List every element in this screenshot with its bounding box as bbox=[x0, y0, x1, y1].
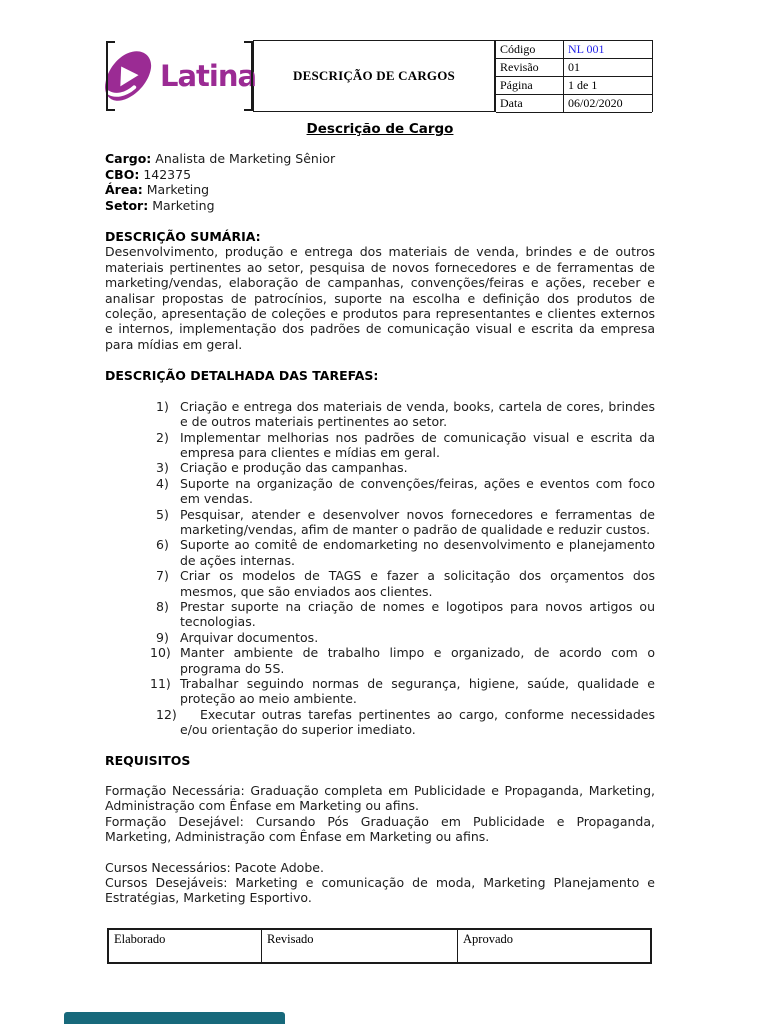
logo-bracket-left-icon bbox=[106, 41, 115, 111]
info-setor bbox=[105, 198, 655, 213]
page-title: Descrição de Cargo bbox=[306, 121, 454, 137]
meta-row-codigo bbox=[496, 41, 652, 59]
formacao-desejavel: Formação Desejável: Cursando Pós Graduação em Publicidade e Propaganda, Marketing, Administração com Ênfase em Marketing ou afins. bbox=[105, 813, 655, 845]
header-table bbox=[106, 40, 653, 112]
meta-value-revisao: 01 bbox=[568, 60, 580, 74]
task-number: 4) bbox=[156, 475, 169, 491]
meta-label-pagina: Página bbox=[496, 77, 564, 94]
task-item-7 bbox=[150, 568, 655, 599]
task-text: Criação e produção das campanhas. bbox=[180, 460, 408, 476]
document-body bbox=[105, 122, 655, 906]
formacao-necessaria: Formação Necessária: Graduação completa em Publicidade e Propaganda, Marketing, Administração com Ênfase em Marketing ou afins. bbox=[105, 783, 655, 814]
summary-paragraph: Desenvolvimento, produção e entrega dos materiais de venda, brindes e de outros materiais pertinentes ao setor, pesquisa de novos fornecedores e de ferramentas de marketing/vendas, elaboração de campanhas, convenções/feiras e ações, receber e analisar propostas de patrocínios, suporte na escolha e definição dos produtos de coleção, apresentação de coleções e produtos para representantes e clientes externos e internos, implementação dos padrões de comunicação visual e escrita da empresa para mídias em geral. bbox=[105, 244, 655, 352]
meta-row-revisao bbox=[496, 59, 652, 77]
summary-heading: DESCRIÇÃO SUMÁRIA: bbox=[105, 229, 261, 245]
task-item-9 bbox=[150, 630, 655, 645]
logo-wordmark: Latina bbox=[159, 59, 257, 93]
latina-logo bbox=[103, 49, 256, 103]
task-text: Suporte na organização de convenções/feiras, ações e eventos com foco em vendas. bbox=[180, 475, 655, 507]
task-text: Suporte ao comitê de endomarketing no desenvolvimento e planejamento de ações internas. bbox=[180, 537, 655, 568]
meta-label-data: Data bbox=[496, 95, 564, 112]
document-header-title-cell bbox=[253, 40, 495, 112]
task-number: 1) bbox=[156, 398, 169, 414]
meta-row-data bbox=[496, 95, 652, 113]
signature-cell-revisado: Revisado bbox=[262, 930, 458, 962]
logo-cell bbox=[106, 40, 257, 112]
meta-value-data: 06/02/2020 bbox=[568, 96, 623, 110]
task-text: Arquivar documentos. bbox=[180, 629, 319, 645]
task-text: Pesquisar, atender e desenvolver novos fornecedores e ferramentas de marketing/vendas, afim de manter o padrão de qualidade e reduzir custos. bbox=[180, 506, 655, 537]
task-number: 11) bbox=[150, 676, 171, 691]
task-text: Executar outras tarefas pertinentes ao cargo, conforme necessidades e/ou orientação do superior imediato. bbox=[180, 706, 655, 738]
info-cargo bbox=[105, 151, 655, 166]
task-text: Criar os modelos de TAGS e fazer a solicitação dos orçamentos dos mesmos, que são enviados aos clientes. bbox=[180, 568, 655, 599]
task-item-3 bbox=[150, 460, 655, 475]
task-text: Manter ambiente de trabalho limpo e organizado, de acordo com o programa do 5S. bbox=[180, 645, 655, 676]
info-area bbox=[105, 182, 655, 197]
signature-table bbox=[107, 928, 652, 964]
info-cbo-value: 142375 bbox=[143, 166, 192, 182]
meta-value-codigo: NL 001 bbox=[568, 42, 605, 56]
info-cbo bbox=[105, 167, 655, 182]
document-header-title: DESCRIÇÃO DE CARGOS bbox=[293, 68, 455, 83]
info-cargo-label: Cargo: bbox=[105, 151, 152, 167]
task-number: 2) bbox=[156, 429, 169, 445]
meta-label-codigo: Código bbox=[496, 41, 564, 58]
task-item-12 bbox=[150, 707, 655, 738]
task-number: 3) bbox=[156, 460, 169, 476]
info-cargo-value: Analista de Marketing Sênior bbox=[155, 151, 336, 167]
info-cbo-label: CBO: bbox=[105, 166, 140, 182]
task-item-6 bbox=[150, 537, 655, 568]
task-number: 12) bbox=[156, 706, 177, 722]
info-area-label: Área: bbox=[105, 182, 143, 198]
task-number: 6) bbox=[156, 537, 169, 553]
meta-table bbox=[495, 40, 653, 112]
task-item-11 bbox=[150, 676, 655, 707]
job-info-block bbox=[105, 151, 655, 213]
task-item-5 bbox=[150, 507, 655, 538]
signature-cell-aprovado: Aprovado bbox=[463, 932, 513, 946]
task-number: 7) bbox=[156, 568, 169, 584]
task-item-10 bbox=[150, 645, 655, 676]
cursos-necessarios: Cursos Necessários: Pacote Adobe. bbox=[105, 859, 324, 875]
courses-block bbox=[105, 860, 655, 906]
info-setor-value: Marketing bbox=[152, 197, 215, 213]
task-number: 9) bbox=[156, 629, 169, 645]
task-item-4 bbox=[150, 476, 655, 507]
task-number: 10) bbox=[150, 645, 171, 661]
meta-label-revisao: Revisão bbox=[496, 59, 564, 76]
task-text: Implementar melhorias nos padrões de comunicação visual e escrita da empresa para clientes e mídias em geral. bbox=[180, 429, 655, 460]
bottom-bar bbox=[64, 1012, 285, 1024]
task-item-1 bbox=[150, 399, 655, 430]
task-number: 8) bbox=[156, 598, 169, 614]
requirements-block bbox=[105, 783, 655, 845]
tasks-heading: DESCRIÇÃO DETALHADA DAS TAREFAS: bbox=[105, 368, 379, 384]
info-area-value: Marketing bbox=[146, 182, 210, 198]
task-text: Prestar suporte na criação de nomes e logotipos para novos artigos ou tecnologias. bbox=[180, 598, 655, 630]
task-text: Trabalhar seguindo normas de segurança, higiene, saúde, qualidade e proteção ao meio ambiente. bbox=[180, 676, 655, 707]
requirements-heading: REQUISITOS bbox=[105, 752, 191, 768]
logo-bracket-right-icon bbox=[244, 41, 253, 111]
task-item-2 bbox=[150, 430, 655, 461]
task-text: Criação e entrega dos materiais de venda, books, cartela de cores, brindes e de outros materiais pertinentes ao setor. bbox=[180, 398, 655, 430]
tasks-list bbox=[105, 399, 655, 738]
signature-cell-elaborado: Elaborado bbox=[109, 930, 262, 962]
meta-row-pagina bbox=[496, 77, 652, 95]
info-setor-label: Setor: bbox=[105, 197, 149, 213]
meta-value-pagina: 1 de 1 bbox=[568, 78, 598, 92]
task-item-8 bbox=[150, 599, 655, 630]
task-number: 5) bbox=[156, 506, 169, 522]
cursos-desejaveis: Cursos Desejáveis: Marketing e comunicação de moda, Marketing Planejamento e Estratégias, Marketing Esportivo. bbox=[105, 875, 655, 906]
